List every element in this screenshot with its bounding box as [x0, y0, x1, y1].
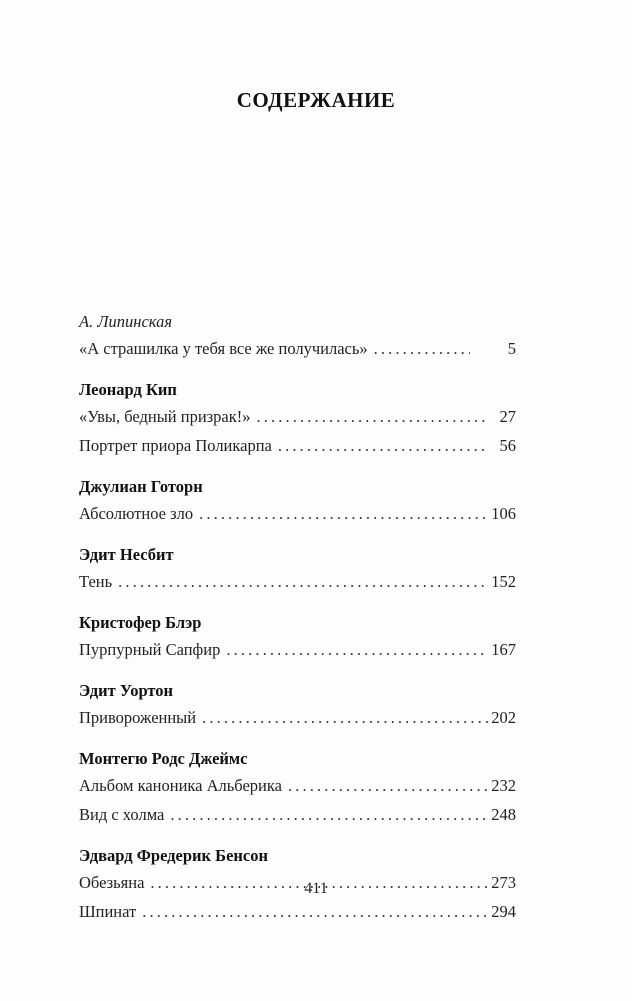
toc-section [79, 310, 516, 363]
entry-page: 294 [491, 902, 516, 921]
toc-entry[interactable] [79, 499, 516, 528]
dot-leader [202, 703, 488, 732]
section-author: А. Липинская [79, 312, 172, 331]
entry-page: 248 [491, 805, 516, 824]
entry-title: Абсолютное зло [79, 504, 194, 523]
toc-entry[interactable] [79, 431, 516, 460]
toc-section [79, 611, 516, 664]
dot-leader [278, 431, 489, 460]
entry-page: 5 [507, 339, 516, 358]
entry-page: 152 [491, 572, 516, 591]
dot-leader [374, 334, 470, 363]
entry-title: «Увы, бедный призрак!» [79, 407, 251, 426]
toc-entry[interactable] [79, 334, 516, 363]
entry-title: Привороженный [79, 708, 197, 727]
section-author: Монтегю Родс Джеймс [79, 749, 248, 768]
entry-title: Альбом каноника Альберика [79, 776, 282, 795]
entry-title: Пурпурный Сапфир [79, 640, 221, 659]
entry-page: 106 [491, 504, 516, 523]
section-author: Джулиан Готорн [79, 477, 203, 496]
entry-title: Обезьяна [79, 873, 145, 892]
dot-leader [170, 800, 488, 829]
toc-entry[interactable] [79, 800, 516, 829]
toc-section [79, 543, 516, 596]
section-author: Леонард Кип [79, 380, 177, 399]
section-author: Эдит Уортон [79, 681, 174, 700]
dot-leader [142, 897, 488, 926]
entry-page: 232 [491, 776, 516, 795]
entry-title: Тень [79, 572, 113, 591]
toc-section [79, 378, 516, 460]
section-author: Эдит Несбит [79, 545, 174, 564]
entry-title: Портрет приора Поликарпа [79, 436, 272, 455]
entry-title: «А страшилка у тебя все же получилась» [79, 339, 368, 358]
entry-page: 56 [499, 436, 516, 455]
toc-entry[interactable] [79, 703, 516, 732]
toc-entry[interactable] [79, 635, 516, 664]
entry-page: 27 [499, 407, 516, 426]
entry-page: 167 [491, 640, 516, 659]
toc-section [79, 679, 516, 732]
dot-leader [118, 567, 488, 596]
dot-leader [288, 771, 488, 800]
toc-section [79, 475, 516, 528]
toc-entry[interactable] [79, 897, 516, 926]
section-author: Кристофер Блэр [79, 613, 202, 632]
dot-leader [226, 635, 488, 664]
page-number: 411 [304, 880, 328, 897]
toc-section [79, 747, 516, 829]
entry-title: Шпинат [79, 902, 137, 921]
toc-entry[interactable] [79, 402, 516, 431]
page-title: СОДЕРЖАНИЕ [236, 88, 396, 112]
dot-leader [199, 499, 488, 528]
toc-entry[interactable] [79, 771, 516, 800]
toc-entry[interactable] [79, 567, 516, 596]
section-author: Эдвард Фредерик Бенсон [79, 846, 268, 865]
dot-leader [257, 402, 489, 431]
table-of-contents [79, 310, 516, 926]
entry-page: 202 [491, 708, 516, 727]
entry-title: Вид с холма [79, 805, 165, 824]
entry-page: 273 [491, 873, 516, 892]
